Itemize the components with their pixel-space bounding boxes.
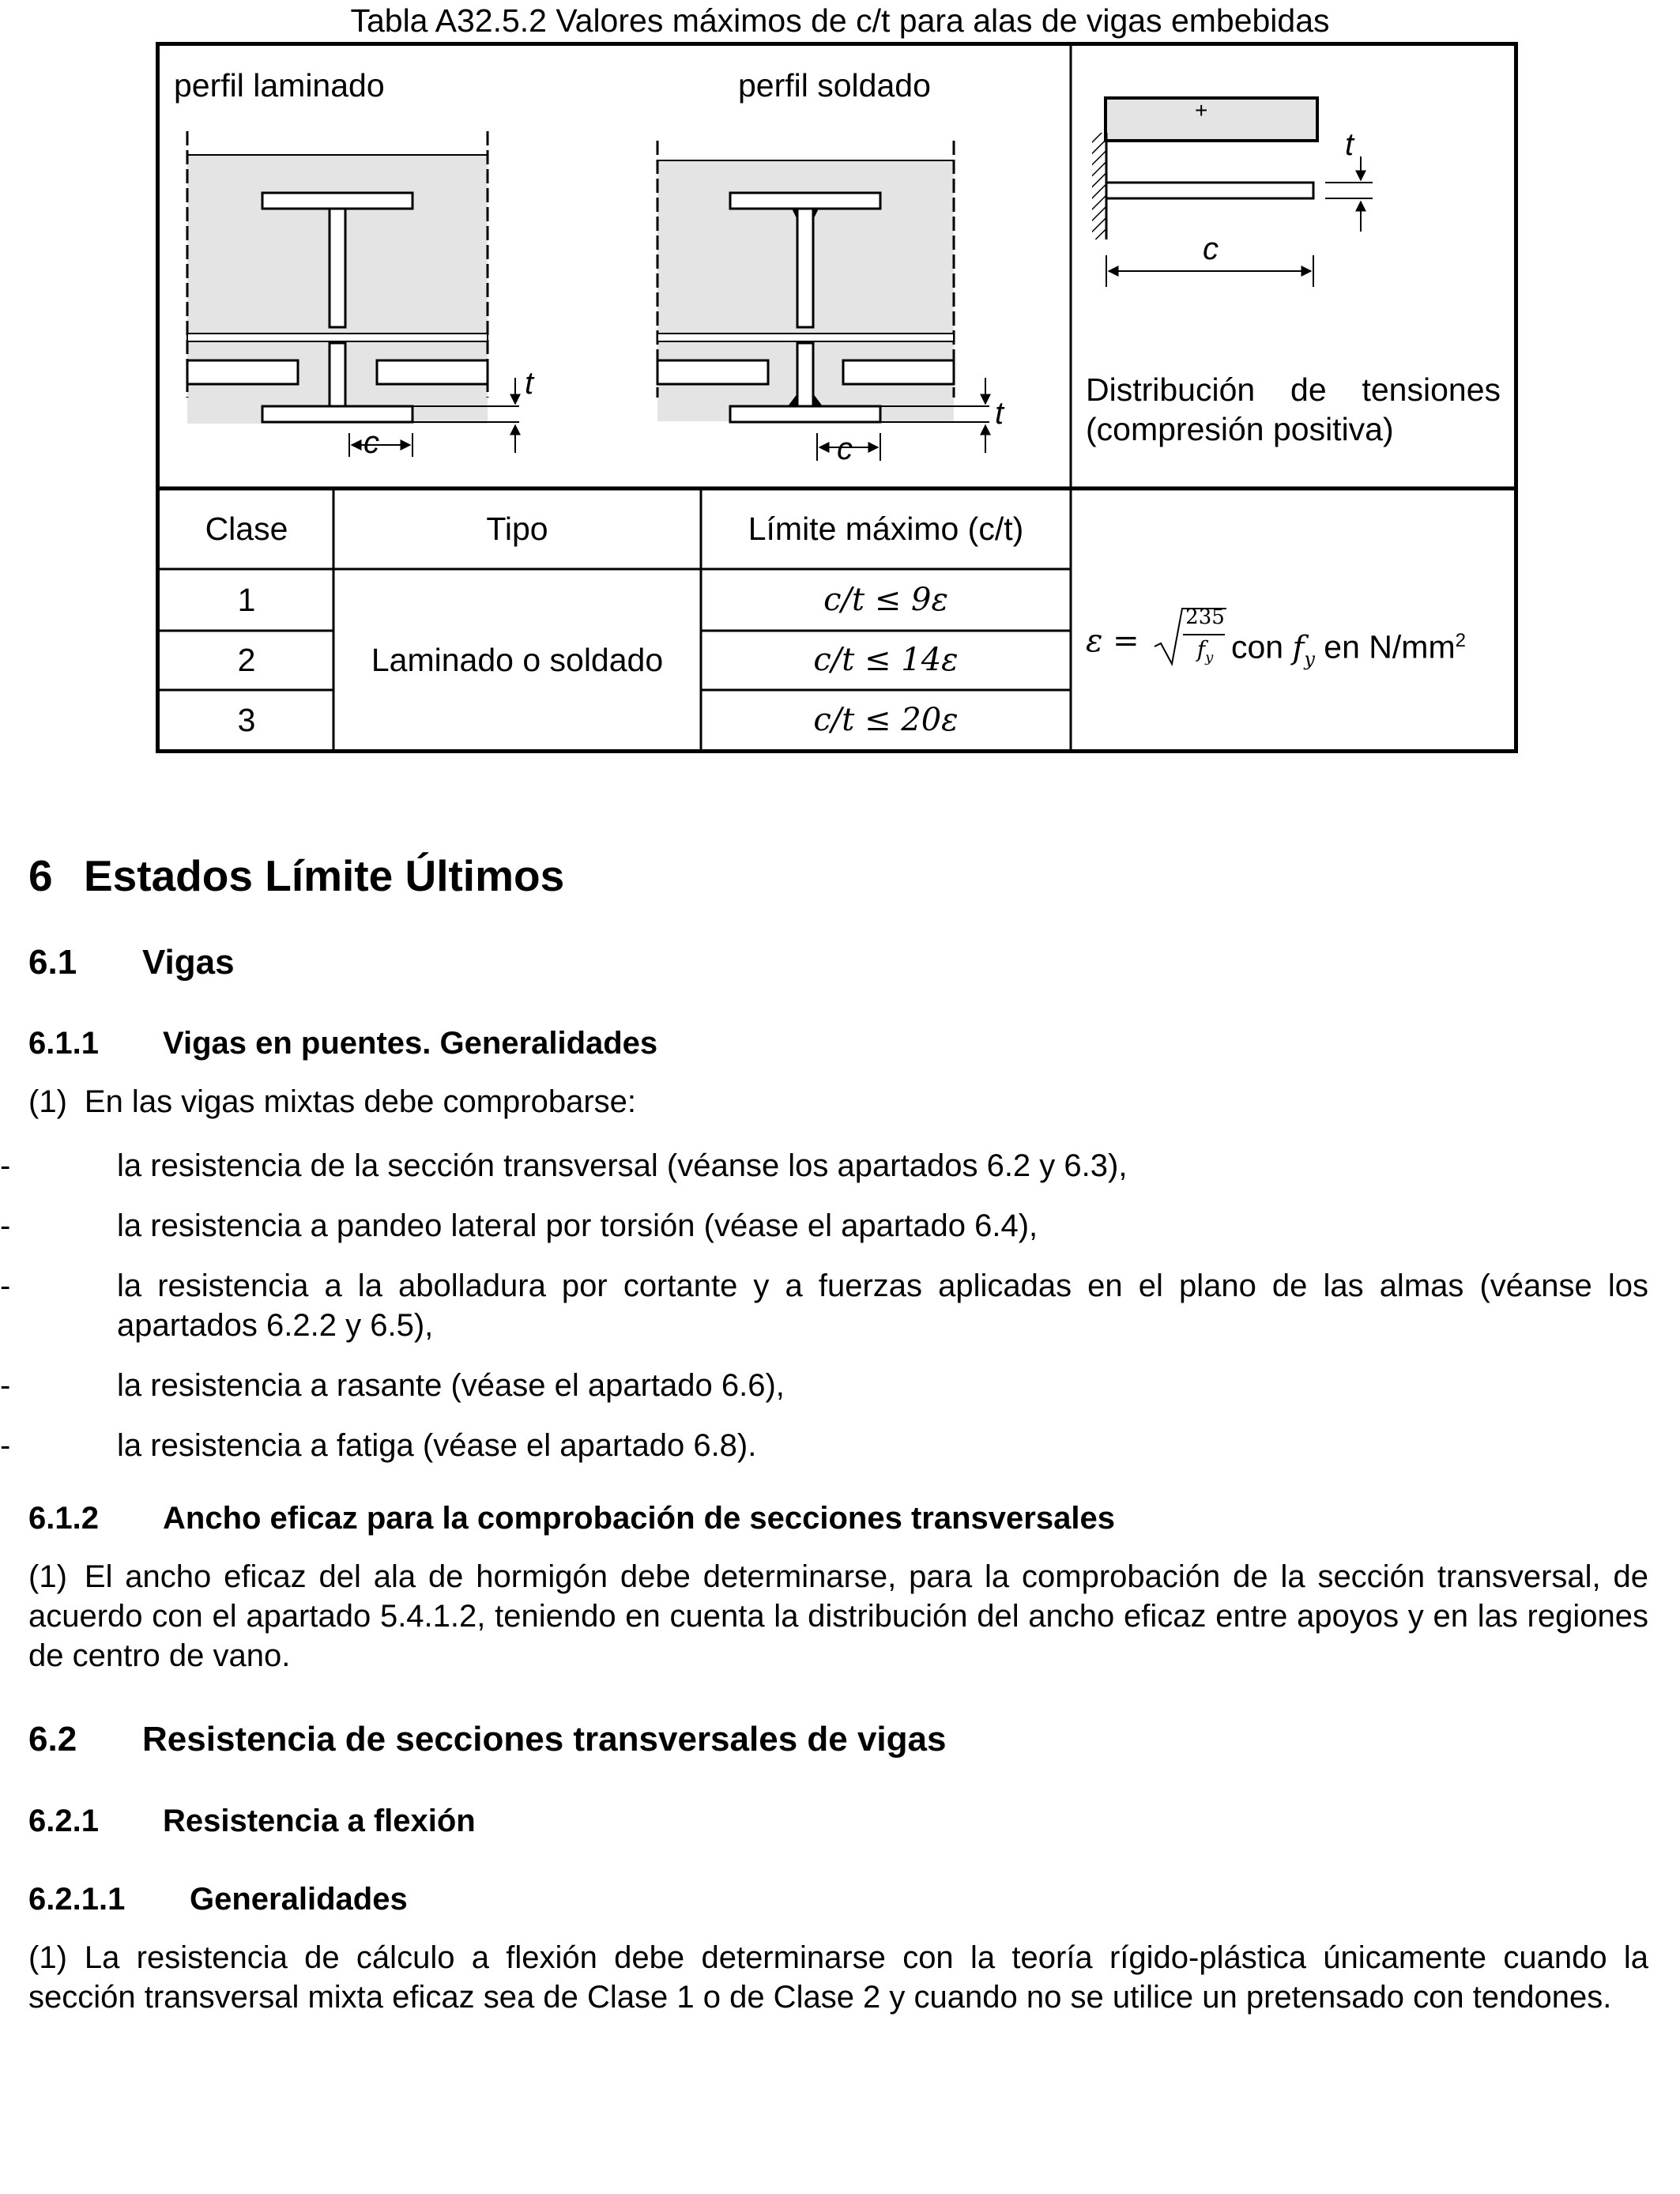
heading-section-6-2-1-1	[28, 1879, 408, 1920]
row-1-clase: 1	[237, 582, 256, 618]
epsilon-units-text: en N/mm	[1324, 628, 1456, 665]
table-frame	[156, 42, 1518, 753]
heading-title: Ancho eficaz para la comprobación de secciones transversales	[163, 1501, 1115, 1536]
rolled-section-drawing	[187, 131, 519, 457]
heading-section-6-2-1	[28, 1800, 476, 1842]
heading-number: 6.1	[28, 943, 77, 982]
rolled-dim-c: c	[363, 425, 379, 460]
tipo-value: Laminado o soldado	[371, 642, 664, 678]
rolled-section-label: perfil laminado	[174, 67, 385, 104]
heading-section-6-1	[28, 941, 235, 985]
epsilon-fy-sub: y	[1304, 647, 1315, 670]
welded-dim-c: c	[837, 432, 853, 466]
heading-number: 6.1.2	[28, 1501, 99, 1536]
list-item: - la resistencia a pandeo lateral por torsión (véase el apartado 6.4),	[0, 1208, 1038, 1243]
list-item-text: la resistencia a la abolladura por cortante y a fuerzas aplicadas en el plano de las almas (véanse los apartados 6.2.2 y 6.5),	[117, 1269, 1648, 1343]
row-2-limite: c/t ≤ 14ε	[813, 642, 959, 678]
heading-title: Vigas	[142, 943, 235, 982]
epsilon-units	[1231, 621, 1466, 679]
paragraph-number: (1)	[28, 1940, 67, 1975]
epsilon-units-sup: 2	[1455, 630, 1466, 651]
stress-dim-c: c	[1203, 232, 1219, 266]
paragraph-6-1-2-1	[28, 1557, 1648, 1676]
paragraph-text: En las vigas mixtas debe comprobarse:	[84, 1084, 636, 1119]
row-2-clase: 2	[237, 642, 256, 678]
row-1-limite: c/t ≤ 9ε	[823, 582, 948, 618]
heading-section-6-2	[28, 1717, 946, 1762]
epsilon-denominator-sub: y	[1205, 649, 1214, 666]
paragraph-text: La resistencia de cálculo a flexión debe determinarse con la teoría rígido-plástica únicamente cuando la sección transversal mixta eficaz sea de Clase 1 o de Clase 2 y cuando no se utilice un pretensado con tendones.	[28, 1940, 1648, 2015]
heading-title: Generalidades	[190, 1882, 408, 1917]
paragraph-number: (1)	[28, 1559, 67, 1594]
epsilon-fy	[1292, 629, 1315, 670]
header-clase: Clase	[205, 511, 288, 547]
heading-number: 6	[28, 851, 53, 900]
list-item: - la resistencia a rasante (véase el apartado 6.6),	[0, 1368, 785, 1403]
heading-section-6-1-2	[28, 1498, 1115, 1539]
welded-section-label: perfil soldado	[738, 67, 931, 104]
list-item-text: la resistencia a fatiga (véase el apartado 6.8).	[117, 1428, 757, 1463]
header-tipo: Tipo	[486, 511, 548, 547]
list-item: - la resistencia de la sección transversal (véanse los apartados 6.2 y 6.3),	[0, 1148, 1128, 1183]
heading-section-6	[28, 848, 564, 903]
epsilon-fy-letter: f	[1292, 629, 1305, 666]
table-caption: Tabla A32.5.2 Valores máximos de c/t para alas de vigas embebidas	[350, 2, 1330, 39]
paragraph-text: El ancho eficaz del ala de hormigón debe determinarse, para la comprobación de la sección transversal, de acuerdo con el apartado 5.4.1.2, teniendo en cuenta la distribución del ancho eficaz entre apoyos y en las regiones de centro de vano.	[28, 1559, 1648, 1673]
stress-plus-sign: +	[1195, 98, 1208, 123]
welded-section-drawing	[657, 141, 989, 461]
list-item-text: la resistencia a rasante (véase el apartado 6.6),	[117, 1368, 785, 1403]
row-3-clase: 3	[237, 702, 256, 738]
heading-title: Resistencia de secciones transversales de vigas	[142, 1720, 947, 1759]
epsilon-numerator: 235	[1185, 605, 1225, 629]
heading-number: 6.2.1	[28, 1804, 99, 1838]
heading-title: Resistencia a flexión	[163, 1804, 476, 1838]
epsilon-con: con	[1231, 628, 1284, 665]
paragraph-6-2-1-1-1	[28, 1938, 1648, 2017]
heading-title: Vigas en puentes. Generalidades	[163, 1026, 658, 1061]
epsilon-lhs: ε =	[1086, 623, 1139, 659]
stress-caption-line2: (compresión positiva)	[1086, 411, 1394, 447]
header-limite: Límite máximo (c/t)	[748, 511, 1024, 547]
row-3-limite: c/t ≤ 20ε	[813, 702, 959, 738]
welded-dim-t: t	[995, 396, 1004, 431]
stress-distribution-drawing	[1092, 98, 1373, 287]
epsilon-denominator	[1185, 637, 1226, 671]
list-item: - la resistencia a la abolladura por cortante y a fuerzas aplicadas en el plano de las almas (véanse los apartados 6.2.2 y 6.5),	[0, 1269, 1648, 1343]
heading-number: 6.2.1.1	[28, 1882, 126, 1917]
stress-dim-t: t	[1345, 127, 1354, 162]
list-item: - la resistencia a fatiga (véase el apartado 6.8).	[0, 1428, 757, 1463]
epsilon-denominator-f: f	[1196, 636, 1206, 662]
paragraph-number: (1)	[28, 1084, 67, 1119]
heading-section-6-1-1	[28, 1023, 657, 1064]
paragraph-6-1-1-1	[28, 1082, 636, 1122]
rolled-dim-t: t	[525, 366, 534, 401]
heading-number: 6.1.1	[28, 1026, 99, 1061]
heading-title: Estados Límite Últimos	[84, 851, 565, 900]
stress-caption-line1: Distribución de tensiones	[1086, 371, 1501, 408]
heading-number: 6.2	[28, 1720, 77, 1759]
list-item-text: la resistencia a pandeo lateral por torsión (véase el apartado 6.4),	[117, 1208, 1038, 1243]
list-item-text: la resistencia de la sección transversal (véanse los apartados 6.2 y 6.3),	[117, 1148, 1128, 1183]
